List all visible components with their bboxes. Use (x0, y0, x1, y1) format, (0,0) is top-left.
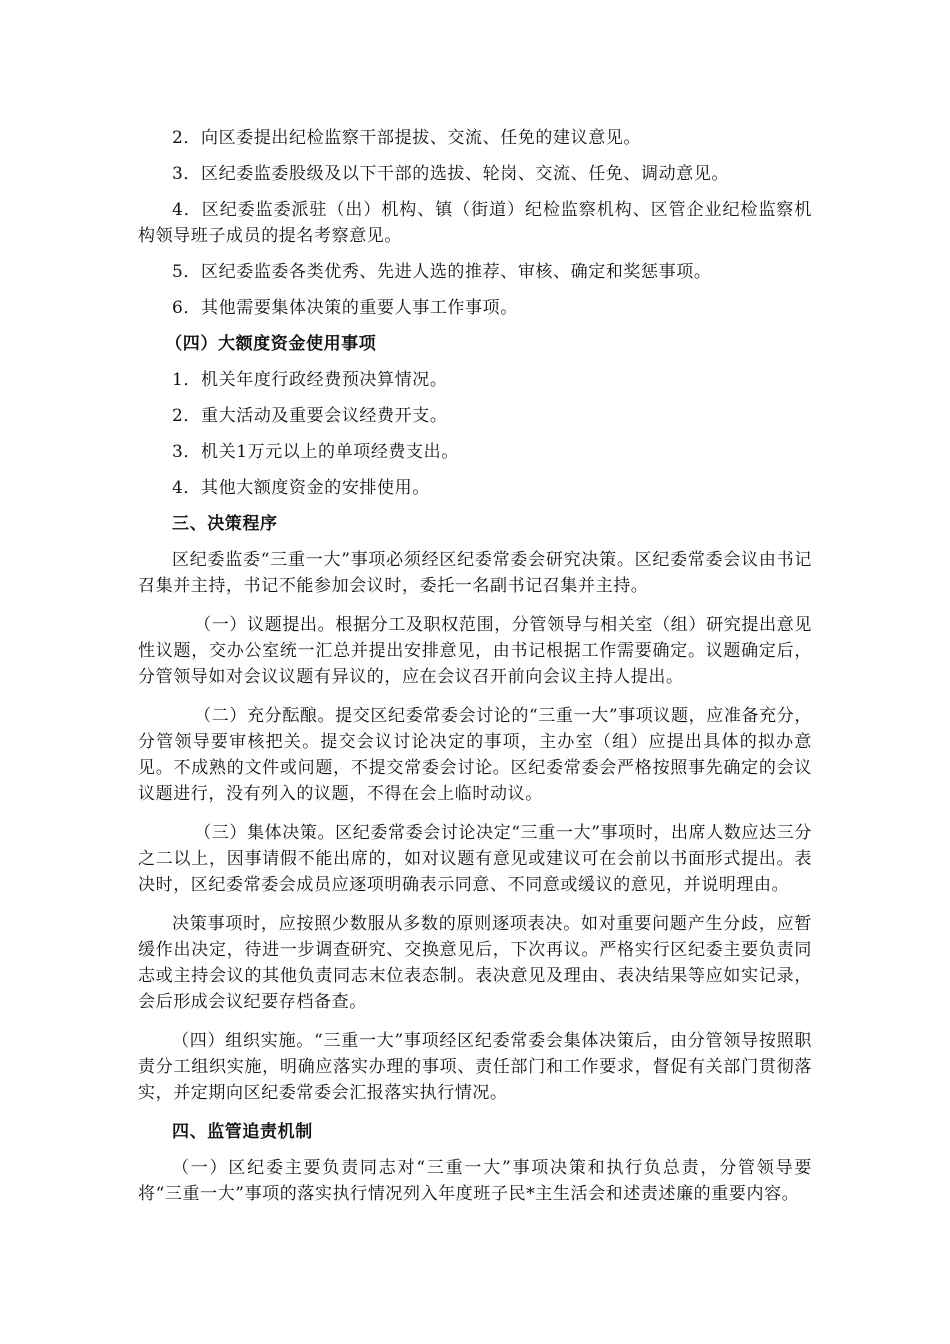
paragraph-item-5: 5．区纪委监委各类优秀、先进人选的推荐、审核、确定和奖惩事项。 (172, 262, 712, 282)
paragraph-procedure-vote: 决策事项时，应按照少数服从多数的原则逐项表决。如对重要问题产生分歧，应暂缓作出决定，待进一步调查研究、交换意见后，下次再议。严格实行区纪委主要负责同志或主持会议的其他负责同志末位表态制。表决意见及理由、表决结果等应如实记录，会后形成会议纪要存档备查。 (138, 914, 812, 1012)
paragraph-funds-4: 4．其他大额度资金的安排使用。 (172, 478, 430, 498)
paragraph-item-6: 6．其他需要集体决策的重要人事工作事项。 (172, 298, 518, 318)
subheading-funds: （四）大额度资金使用事项 (165, 334, 377, 354)
paragraph-supervision-1: （一）区纪委主要负责同志对“三重一大”事项决策和执行负总责，分管领导要将“三重一大”事项的落实执行情况列入年度班子民*主生活会和述责述廉的重要内容。 (138, 1158, 812, 1204)
section-heading-supervision: 四、监管追责机制 (172, 1122, 313, 1142)
paragraph-item-4: 4．区纪委监委派驻（出）机构、镇（街道）纪检监察机构、区管企业纪检监察机构领导班子成员的提名考察意见。 (138, 200, 812, 246)
paragraph-funds-3: 3．机关1万元以上的单项经费支出。 (172, 442, 459, 462)
paragraph-item-2: 2．向区委提出纪检监察干部提拔、交流、任免的建议意见。 (172, 128, 642, 148)
paragraph-funds-2: 2．重大活动及重要会议经费开支。 (172, 406, 448, 426)
section-heading-procedure: 三、决策程序 (172, 514, 278, 534)
paragraph-procedure-2: （二）充分酝酿。提交区纪委常委会讨论的“三重一大”事项议题，应准备充分，分管领导要审核把关。提交会议讨论决定的事项，主办室（组）应提出具体的拟办意见。不成熟的文件或问题，不提交常委会讨论。区纪委常委会严格按照事先确定的会议议题进行，没有列入的议题，不得在会上临时动议。 (138, 706, 812, 804)
paragraph-procedure-3: （三）集体决策。区纪委常委会讨论决定“三重一大”事项时，出席人数应达三分之二以上，因事请假不能出席的，如对议题有意见或建议可在会前以书面形式提出。表决时，区纪委常委会成员应逐项明确表示同意、不同意或缓议的意见，并说明理由。 (138, 823, 812, 895)
paragraph-item-3: 3．区纪委监委股级及以下干部的选拔、轮岗、交流、任免、调动意见。 (172, 164, 730, 184)
paragraph-procedure-4: （四）组织实施。“三重一大”事项经区纪委常委会集体决策后，由分管领导按照职责分工组织实施，明确应落实办理的事项、责任部门和工作要求，督促有关部门贯彻落实，并定期向区纪委常委会汇报落实执行情况。 (138, 1031, 812, 1103)
paragraph-funds-1: 1．机关年度行政经费预决算情况。 (172, 370, 448, 390)
paragraph-procedure-intro: 区纪委监委“三重一大”事项必须经区纪委常委会研究决策。区纪委常委会议由书记召集并主持，书记不能参加会议时，委托一名副书记召集并主持。 (138, 550, 812, 596)
paragraph-procedure-1: （一）议题提出。根据分工及职权范围，分管领导与相关室（组）研究提出意见性议题，交办公室统一汇总并提出安排意见，由书记根据工作需要确定。议题确定后，分管领导如对会议议题有异议的，应在会议召开前向会议主持人提出。 (138, 615, 812, 687)
